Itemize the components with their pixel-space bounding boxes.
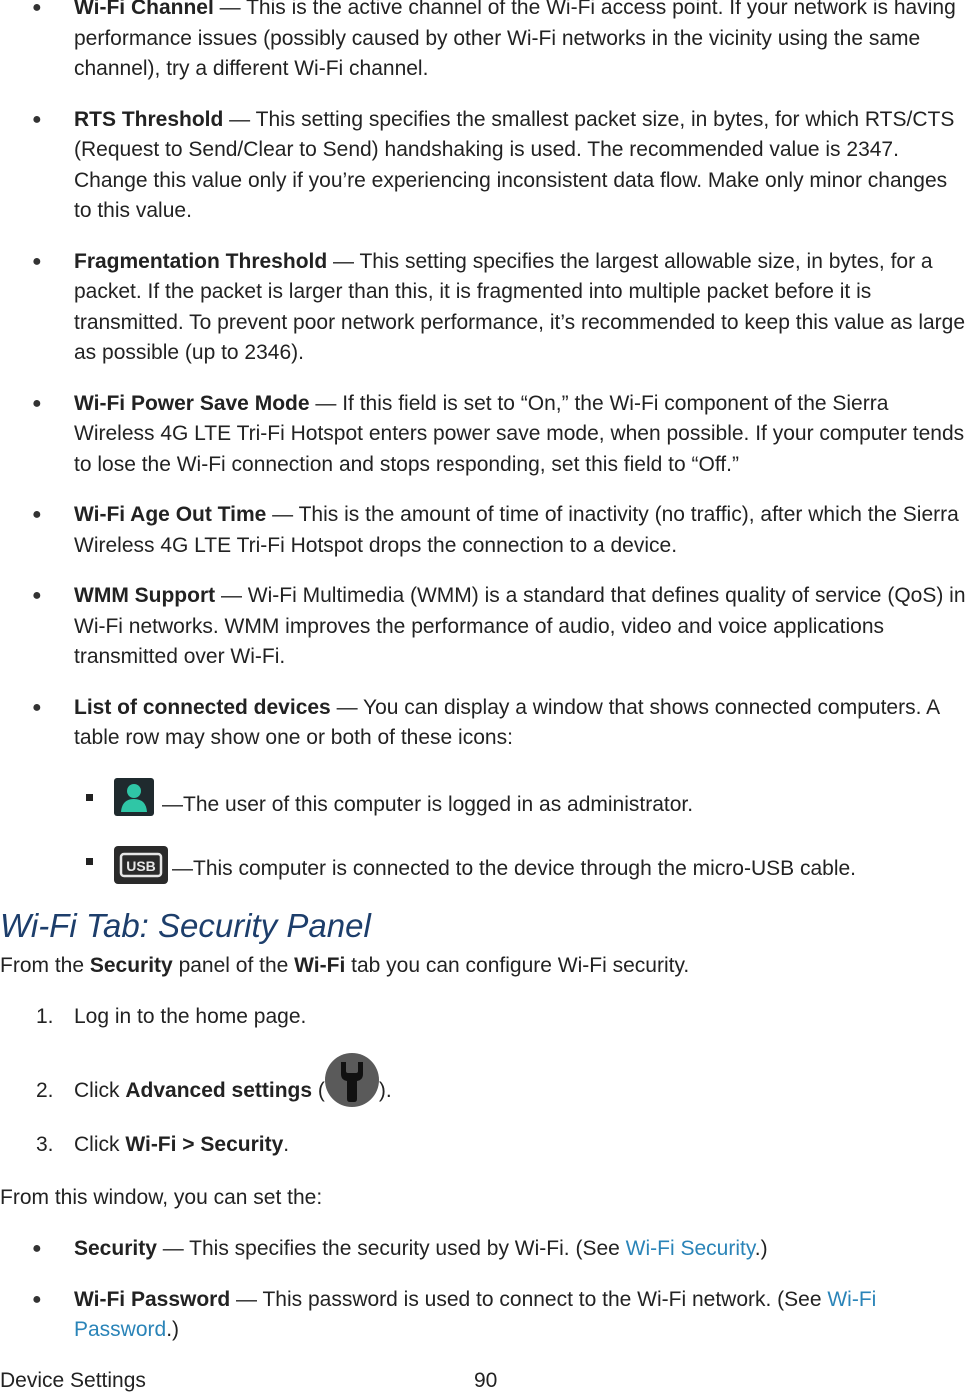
intro-bold-security: Security xyxy=(89,954,173,977)
description: — This is the amount of time of inactivity (no traffic), after which the Sierra Wireless 4G LTE Tri-Fi Hotspot drops the connection to a device. xyxy=(74,503,959,557)
step-bold: Wi-Fi > Security xyxy=(125,1133,284,1156)
description: .) xyxy=(166,1318,180,1341)
step-number: 1. xyxy=(36,1005,54,1028)
svg-text:USB: USB xyxy=(126,858,156,874)
step-3 xyxy=(36,1130,289,1161)
step-text: ). xyxy=(378,1079,392,1103)
section-title: Wi-Fi Tab: Security Panel xyxy=(0,907,371,944)
list-item xyxy=(0,1234,972,1265)
section-intro xyxy=(0,951,689,982)
icon-list-item-admin xyxy=(0,778,972,818)
wrench-icon xyxy=(325,1053,379,1130)
description: — If this field is set to “On,” the Wi-Fi component of the Sierra Wireless 4G LTE Tri-Fi Hotspot enters power save mode, when possible. If your computer tends to lose the Wi-Fi connection and stops responding, set this field to “Off.” xyxy=(74,391,965,476)
term: Wi-Fi Power Save Mode xyxy=(74,391,310,415)
intro-text: tab you can configure Wi-Fi security. xyxy=(345,954,690,977)
intro-text: From the xyxy=(0,954,90,977)
term: WMM Support xyxy=(74,584,216,607)
list-item xyxy=(0,105,972,227)
step-text: Log in to the home page. xyxy=(74,1005,307,1028)
term: Wi-Fi Channel xyxy=(74,0,214,19)
page-number: 90 xyxy=(474,1369,498,1392)
icon-description: —The user of this computer is logged in as administrator. xyxy=(162,793,694,816)
term: Wi-Fi Password xyxy=(74,1287,231,1311)
admin-user-icon xyxy=(114,778,154,826)
list-item xyxy=(0,389,972,481)
icon-description: —This computer is connected to the device through the micro-USB cable. xyxy=(172,857,856,880)
intro-text: panel of the xyxy=(172,954,295,977)
list-item xyxy=(0,0,972,85)
term: RTS Threshold xyxy=(74,107,224,131)
step-number: 2. xyxy=(36,1079,54,1103)
step-1 xyxy=(36,1002,306,1033)
step-text: Click xyxy=(74,1133,126,1156)
description: — This setting specifies the largest allowable size, in bytes, for a packet. If the packet is larger than this, it is fragmented into multiple packet before it is transmitted. To prevent poor network performance, it’s recommended to keep this value as large as possible (up to 2346). xyxy=(74,249,966,364)
term: List of connected devices xyxy=(74,695,331,719)
list-item xyxy=(0,693,972,754)
list-item xyxy=(0,581,972,673)
term: Security xyxy=(74,1237,157,1260)
list-item xyxy=(0,500,972,561)
icon-list-item-usb xyxy=(0,838,972,878)
description: — This setting specifies the smallest packet size, in bytes, for which RTS/CTS (Request to Send/Clear to Send) handshaking is used. The recommended value is 2347. Change this value only if you’re experiencing inconsistent data flow. Make only minor changes to this value. xyxy=(74,107,955,222)
description: .) xyxy=(754,1237,768,1260)
term: Fragmentation Threshold xyxy=(74,249,328,273)
usb-icon xyxy=(114,846,168,894)
list-item xyxy=(0,1285,972,1346)
intro-bold-wifi: Wi-Fi xyxy=(294,954,346,977)
step-number: 3. xyxy=(36,1133,54,1156)
step-text: ( xyxy=(312,1079,325,1103)
step-text: Click xyxy=(74,1079,126,1103)
description: — Wi-Fi Multimedia (WMM) is a standard that defines quality of service (QoS) in Wi-Fi networks. WMM improves the performance of audio, video and voice applications transmitted over Wi-Fi. xyxy=(74,584,966,668)
description: — This specifies the security used by Wi-Fi. (See xyxy=(156,1237,626,1260)
wifi-password-link[interactable]: Wi-Fi Password xyxy=(74,1287,877,1341)
footer-section-name: Device Settings xyxy=(0,1369,146,1392)
wifi-security-link[interactable]: Wi-Fi Security xyxy=(625,1237,755,1260)
step-2 xyxy=(36,1053,392,1130)
description: — This password is used to connect to the Wi-Fi network. (See xyxy=(230,1287,828,1311)
square-bullet xyxy=(86,858,93,865)
description: — This is the active channel of the Wi-Fi access point. If your network is having performance issues (possibly caused by other Wi-Fi networks in the vicinity using the same channel), try a different Wi-Fi channel. xyxy=(74,0,956,80)
square-bullet xyxy=(86,794,93,801)
step-text: . xyxy=(283,1133,290,1156)
list-item xyxy=(0,247,972,369)
security-bullet-list xyxy=(0,1234,972,1366)
step-bold: Advanced settings xyxy=(125,1079,313,1103)
term: Wi-Fi Age Out Time xyxy=(74,503,267,526)
window-intro: From this window, you can set the: xyxy=(0,1186,323,1209)
description: — You can display a window that shows connected computers. A table row may show one or both of these icons: xyxy=(74,695,939,749)
